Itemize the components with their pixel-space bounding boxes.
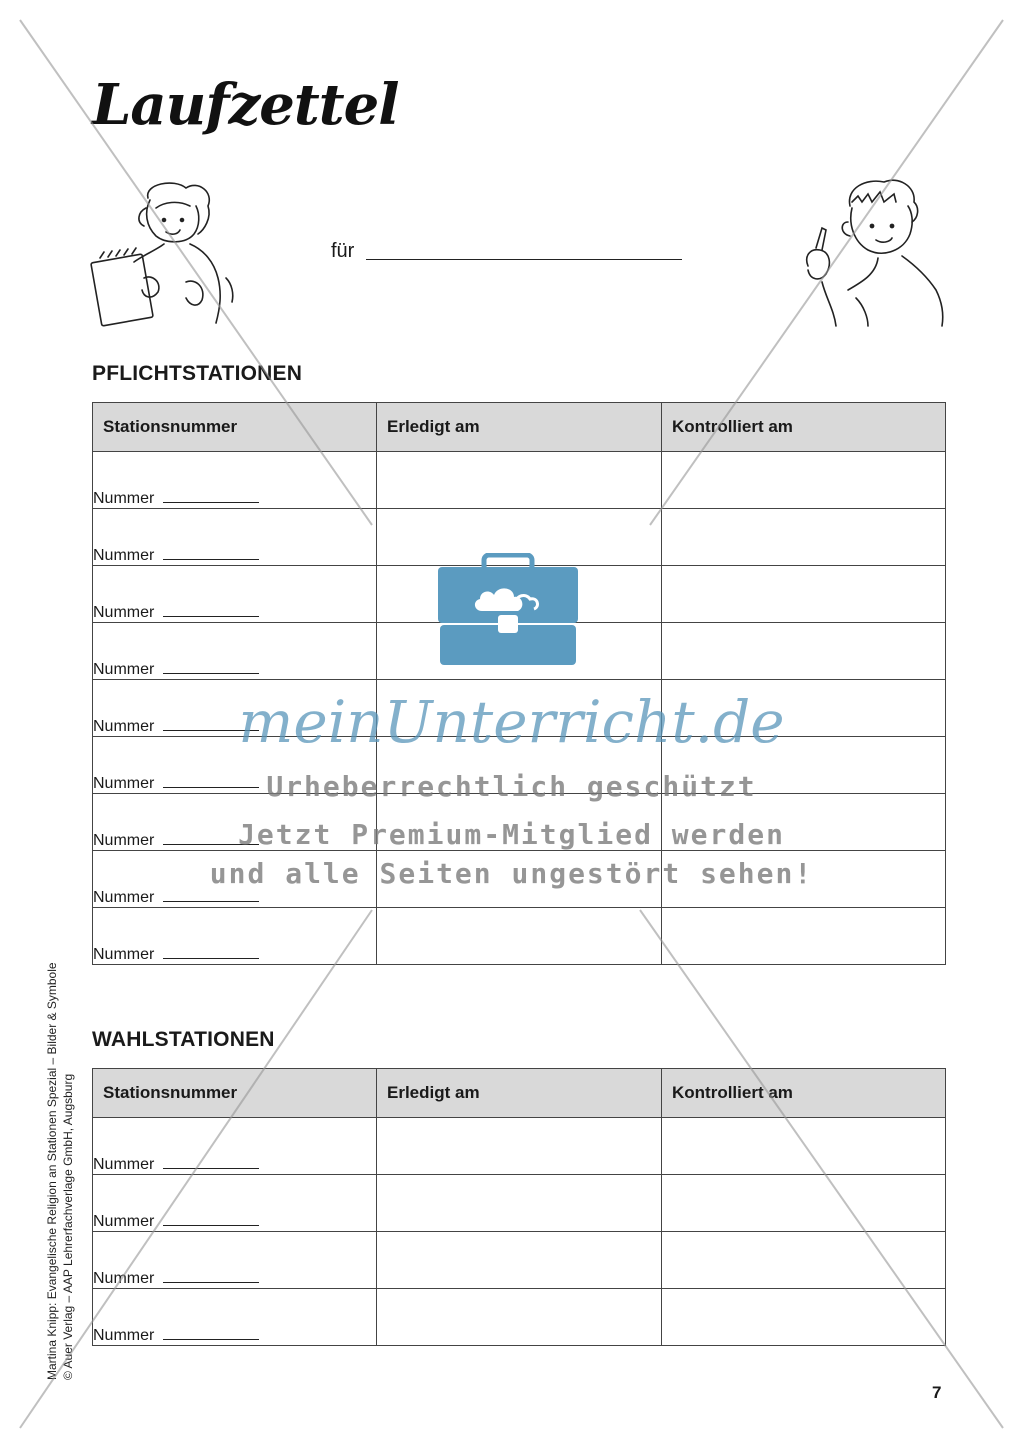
watermark-line-1: Urheberrechtlich geschützt <box>266 770 757 803</box>
page-title: Laufzettel <box>92 72 399 138</box>
number-label: Nummer <box>93 661 155 678</box>
column-header-checked-on: Kontrolliert am <box>662 403 946 452</box>
number-label: Nummer <box>93 1156 155 1173</box>
number-label: Nummer <box>93 490 155 507</box>
number-label: Nummer <box>93 832 155 849</box>
number-label: Nummer <box>93 889 155 906</box>
number-label: Nummer <box>93 1270 155 1287</box>
column-header-checked-on: Kontrolliert am <box>662 1069 946 1118</box>
number-label: Nummer <box>93 775 155 792</box>
number-label: Nummer <box>93 604 155 621</box>
column-header-station-number: Stationsnummer <box>93 1069 377 1118</box>
watermark-brand: meinUnterricht.de <box>238 688 785 756</box>
number-label: Nummer <box>93 1213 155 1230</box>
number-label: Nummer <box>93 718 155 735</box>
for-label: für <box>331 240 355 262</box>
credit-line-publisher: © Auer Verlag – AAP Lehrerfachverlage GmbH, Augsburg <box>61 1073 75 1380</box>
section-heading-optional: WAHLSTATIONEN <box>92 1028 275 1051</box>
section-heading-mandatory: PFLICHTSTATIONEN <box>92 362 303 385</box>
number-label: Nummer <box>93 1327 155 1344</box>
watermark-line-3: und alle Seiten ungestört sehen! <box>209 857 814 890</box>
column-header-done-on: Erledigt am <box>377 1069 662 1118</box>
column-header-station-number: Stationsnummer <box>93 403 377 452</box>
watermark-line-2: Jetzt Premium-Mitglied werden <box>238 818 785 851</box>
page-number: 7 <box>932 1383 942 1402</box>
number-label: Nummer <box>93 547 155 564</box>
column-header-done-on: Erledigt am <box>377 403 662 452</box>
number-label: Nummer <box>93 946 155 963</box>
credit-line-author: Martina Knipp: Evangelische Religion an Stationen Spezial – Bilder & Symbole <box>45 962 59 1380</box>
briefcase-cloud-icon <box>438 553 578 666</box>
